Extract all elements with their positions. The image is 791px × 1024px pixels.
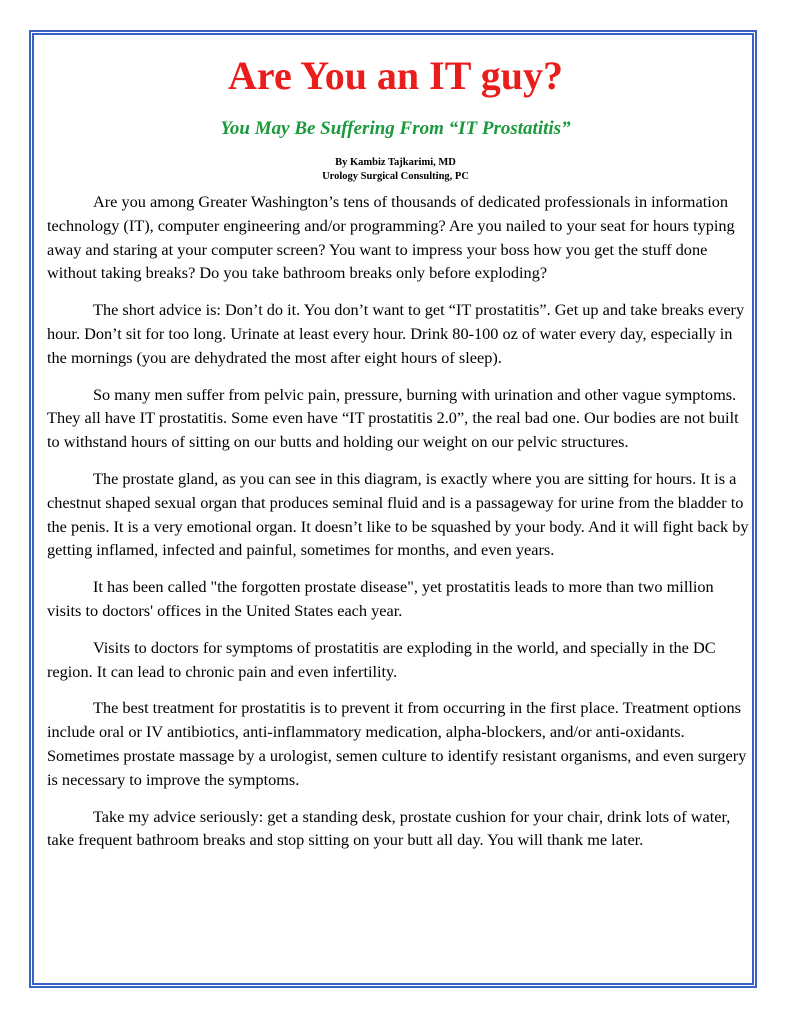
paragraph-7: The best treatment for prostatitis is to prevent it from occurring in the first place. Treatment options include oral or IV antibiotics, anti-inflammatory medication, alpha-blockers, and/or anti-oxidants. Sometimes prostate massage by a urologist, semen culture to identify resistant organisms, and even surgery is necessary to improve the symptoms. (47, 698, 747, 789)
paragraph-1: Are you among Greater Washington’s tens of thousands of dedicated professionals in information technology (IT), computer engineering and/or programming? Are you nailed to your seat for hours typing away and staring at your computer screen? You want to impress your boss how you get the stuff done without taking breaks? Do you take bathroom breaks only before exploding? (47, 192, 735, 283)
byline-author: By Kambiz Tajkarimi, MD (335, 157, 456, 168)
paragraph-5: It has been called "the forgotten prostate disease", yet prostatitis leads to more than two million visits to doctors' offices in the United States each year. (47, 577, 714, 620)
byline-affiliation: Urology Surgical Consulting, PC (322, 171, 469, 182)
paragraph-4: The prostate gland, as you can see in this diagram, is exactly where you are sitting for hours. It is a chestnut shaped sexual organ that produces seminal fluid and is a passageway for urine from the bladder to the penis. It is a very emotional organ. It doesn’t like to be squashed by your body. And it will fight back by getting inflamed, infected and painful, sometimes for months, and even years. (47, 468, 749, 560)
paragraph-8: Take my advice seriously: get a standing desk, prostate cushion for your chair, drink lots of water, take frequent bathroom breaks and stop sitting on your butt all day. You will thank me later. (47, 806, 731, 850)
paragraph-2: The short advice is: Don’t do it. You don’t want to get “IT prostatitis”. Get up and take breaks every hour. Don’t sit for too long. Urinate at least every hour. Drink 80-100 oz of water every day, especially in the mornings (you are dehydrated the most after eight hours of sleep). (47, 300, 745, 367)
page-subtitle: You May Be Suffering From “IT Prostatitis” (220, 118, 571, 139)
article-body (47, 190, 752, 865)
paragraph-6: Visits to doctors for symptoms of prostatitis are exploding in the world, and specially in the DC region. It can lead to chronic pain and even infertility. (47, 637, 716, 681)
byline (0, 156, 791, 184)
page-title: Are You an IT guy? (228, 53, 563, 98)
paragraph-3: So many men suffer from pelvic pain, pressure, burning with urination and other vague symptoms. They all have IT prostatitis. Some even have “IT prostatitis 2.0”, the real bad one. Our bodies are not built to withstand hours of sitting on our butts and holding our weight on our pelvic structures. (47, 384, 739, 452)
